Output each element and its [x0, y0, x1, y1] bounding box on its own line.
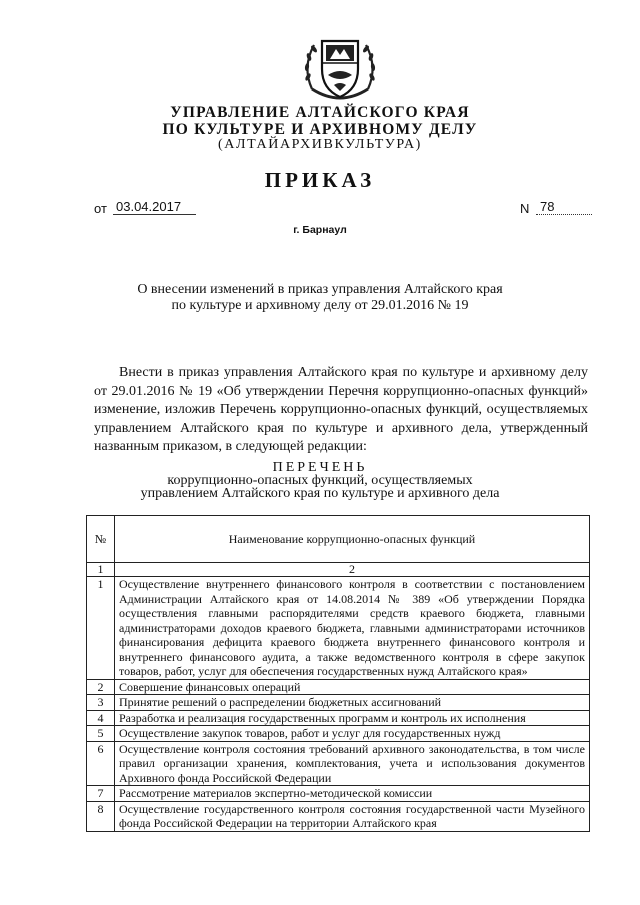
number-prefix: N	[520, 201, 530, 216]
row-description: Рассмотрение материалов экспертно-методической комиссии	[115, 786, 590, 802]
subject-line2: по культуре и архивному делу от 29.01.2016 № 19	[171, 298, 469, 313]
list-title: ПЕРЕЧЕНЬ	[272, 460, 368, 475]
header-function-name: Наименование коррупционно-опасных функций	[115, 516, 590, 563]
table-row	[87, 741, 590, 786]
organization-abbreviation: (АЛТАЙАРХИВКУЛЬТУРА)	[218, 137, 422, 152]
table-row	[87, 801, 590, 831]
city: г. Барнаул	[293, 224, 347, 236]
column-index-1: 1	[87, 563, 115, 577]
organization-name-line2: ПО КУЛЬТУРЕ И АРХИВНОМУ ДЕЛУ	[162, 121, 478, 138]
subject-line1: О внесении изменений в приказ управления Алтайского края	[137, 282, 503, 297]
row-description: Осуществление закупок товаров, работ и услуг для государственных нужд	[115, 726, 590, 742]
header-number: №	[87, 516, 115, 563]
row-description: Разработка и реализация государственных программ и контроль их исполнения	[115, 710, 590, 726]
row-number: 2	[87, 679, 115, 695]
table-row	[87, 710, 590, 726]
order-date: 03.04.2017	[113, 199, 196, 215]
order-number: 78	[536, 199, 592, 215]
organization-name-line1: УПРАВЛЕНИЕ АЛТАЙСКОГО КРАЯ	[170, 104, 470, 121]
table-row	[87, 679, 590, 695]
row-number: 8	[87, 801, 115, 831]
column-index-2: 2	[115, 563, 590, 577]
table-row	[87, 577, 590, 680]
body-paragraph: Внести в приказ управления Алтайского края по культуре и архивному делу от 29.01.2016 № 19 «Об утверждении Перечня коррупционно-опасных функций» изменение, изложив Перечень коррупционно-опасных функций, осуществляемых управлением Алтайского края по культуре и архивного дела, утвержденный названным приказом, в следующей редакции:	[94, 365, 588, 454]
list-subtitle-line1: коррупционно-опасных функций, осуществляемых	[167, 473, 473, 488]
functions-table	[86, 515, 590, 832]
row-number: 3	[87, 695, 115, 711]
date-prefix: от	[94, 201, 107, 216]
row-number: 7	[87, 786, 115, 802]
row-number: 6	[87, 741, 115, 786]
table-row	[87, 786, 590, 802]
table-header-row	[87, 516, 590, 563]
row-description: Осуществление внутреннего финансового контроля в соответствии с постановлением Администрации Алтайского края от 14.08.2014 № 389 «Об утверждении Порядка осуществления главными распорядителями средств краевого бюджета, главными администраторами доходов краевого бюджета, главными администраторами источников финансирования дефицита краевого бюджета внутреннего финансового контроля и внутреннего финансового аудита, а также ведомственного контроля в сфере закупок товаров, работ, услуг для обеспечения государственных нужд Алтайского края»	[115, 577, 590, 680]
order-subject	[0, 282, 640, 314]
row-description: Принятие решений о распределении бюджетных ассигнований	[115, 695, 590, 711]
row-description: Осуществление государственного контроля состояния государственной части Музейного фонда Российской Федерации на территории Алтайского края	[115, 801, 590, 831]
table-row	[87, 726, 590, 742]
document-type-title: ПРИКАЗ	[264, 168, 376, 192]
list-subtitle-line2: управлением Алтайского края по культуре и архивного дела	[140, 486, 500, 501]
coat-of-arms-emblem	[298, 27, 382, 111]
row-description: Осуществление контроля состояния требований архивного законодательства, в том числе правил организации хранения, комплектования, учета и использования документов Архивного фонда Российской Федерации	[115, 741, 590, 786]
table-column-index-row	[87, 563, 590, 577]
row-number: 5	[87, 726, 115, 742]
row-number: 4	[87, 710, 115, 726]
table-row	[87, 695, 590, 711]
row-description: Совершение финансовых операций	[115, 679, 590, 695]
row-number: 1	[87, 577, 115, 680]
